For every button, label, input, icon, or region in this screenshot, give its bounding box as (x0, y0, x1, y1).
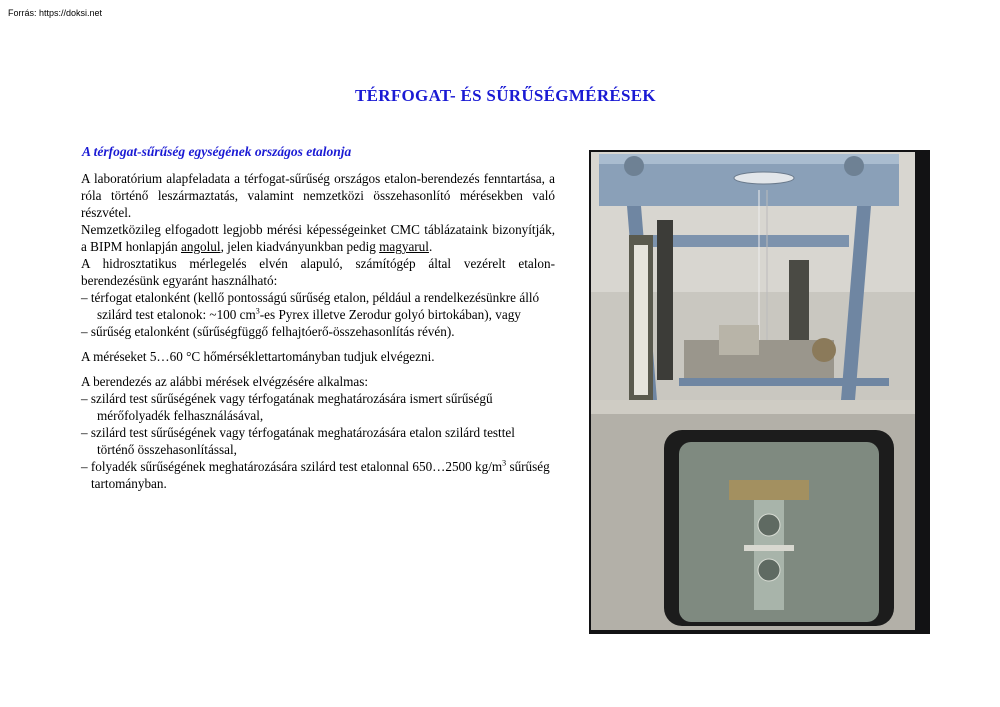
paragraph-5: A berendezés az alábbi mérések elvégzésére alkalmas: (81, 374, 369, 389)
list-item-text: sűrűség tartományban. (91, 459, 550, 491)
list-item: – szilárd test sűrűségének vagy térfogatának meghatározására ismert sűrűségű mérőfolyadék felhasználásával, (81, 391, 493, 423)
list-item-text: – térfogat etalonként (kellő pontosságú sűrűség etalon, például a rendelkezésünkre álló szilárd test etalonok: ~100 cm (81, 290, 540, 322)
section-heading: A térfogat-sűrűség egységének országos etalonja (82, 144, 352, 159)
paragraph-2-text: , jelen kiadványunkban pedig (220, 239, 380, 254)
link-hungarian[interactable]: magyarul (379, 239, 429, 254)
list-item: – szilárd test sűrűségének vagy térfogatának meghatározására etalon szilárd testtel történő összehasonlítással, (81, 425, 515, 457)
apparatus-illustration (589, 150, 930, 634)
list-item-text: – folyadék sűrűségének meghatározására szilárd test etalonnal 650…2500 kg/m (81, 459, 503, 474)
paragraph-2-text: . (428, 239, 433, 254)
superscript: 3 (255, 306, 260, 316)
paragraph-2-text: Nemzetközileg elfogadott legjobb mérési képességeinket CMC táblázataink bizonyítják, a BIPM honlapján (81, 222, 555, 254)
apparatus-photo (589, 150, 930, 634)
paragraph-3: A hidrosztatikus mérlegelés elvén alapuló, számítógép által vezérelt etalon-berendezésünk egyaránt használható: (81, 256, 555, 288)
superscript: 3 (502, 458, 507, 468)
page-title: TÉRFOGAT- ÉS SŰRŰSÉGMÉRÉSEK (355, 86, 656, 105)
paragraph-1: A laboratórium alapfeladata a térfogat-sűrűség országos etalon-berendezés fenntartása, a róla történő leszármaztatás, valamint nemzetközi összehasonlító mérésekben való részvétel. (81, 171, 555, 220)
source-note: Forrás: https://doksi.net (8, 8, 103, 18)
list-item: – sűrűség etalonként (sűrűségfüggő felhajtóerő-összehasonlítás révén). (81, 324, 455, 339)
paragraph-4: A méréseket 5…60 °C hőmérséklettartományban tudjuk elvégezni. (81, 349, 435, 364)
list-item (81, 289, 555, 323)
body-text (81, 170, 555, 492)
link-english[interactable]: angolul (181, 239, 221, 254)
list-item-text: -es Pyrex illetve Zerodur golyó birtokában), vagy (259, 307, 521, 322)
paragraph-2 (81, 221, 555, 255)
list-item (81, 458, 555, 492)
